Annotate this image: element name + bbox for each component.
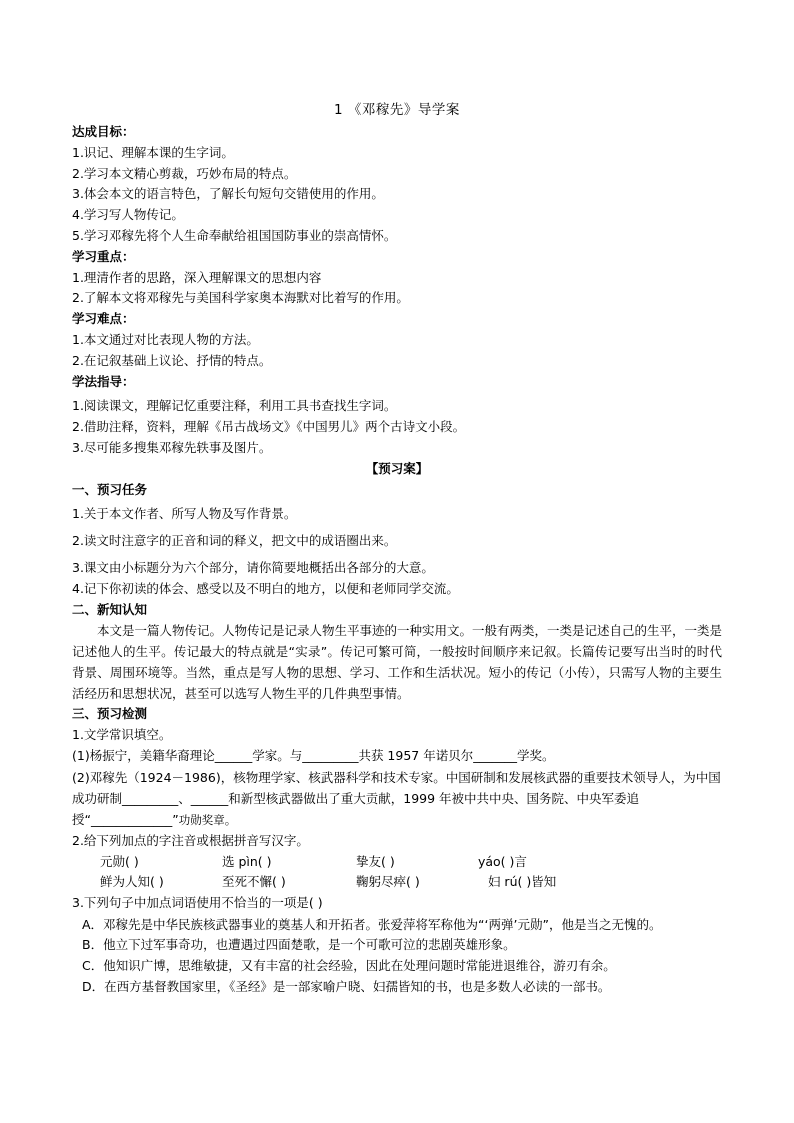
goal-item: 2.学习本文精心剪裁，巧妙布局的特点。 <box>72 165 297 181</box>
task-item: 3.课文由小标题分为六个部分，请你简要地概括出各部分的大意。 <box>72 559 434 575</box>
question-1a: (1)杨振宁，美籍华裔理论______学家。与_________共获 1957 年诺贝尔_______学奖。 <box>72 747 555 763</box>
question-3-option-a: A．邓稼先是中华民族核武器事业的奠基人和开拓者。张爱萍将军称他为“‘两弹’元勋”，他是当之无愧的。 <box>82 916 662 932</box>
method-item: 2.借助注释，资料，理解《吊古战场文》《中国男儿》两个古诗文小段。 <box>72 419 466 435</box>
check-heading: 三、预习检测 <box>72 706 148 722</box>
focus-item: 2.了解本文将邓稼先与美国科学家奥本海默对比着写的作用。 <box>72 290 409 306</box>
question-3-option-b: B．他立下过军事奇功，也遭遇过四面楚歌，是一个可歌可泣的悲剧英雄形象。 <box>82 936 516 952</box>
page-title: 1 《邓稼先》导学案 <box>334 102 460 118</box>
question-2-row-1 <box>72 852 722 873</box>
pinyin-item: 选 pìn( ) <box>221 853 272 869</box>
task-item: 4.记下你初读的体会、感受以及不明白的地方，以便和老师同学交流。 <box>72 580 459 596</box>
knowledge-heading: 二、新知认知 <box>72 601 148 617</box>
question-1-label: 1.文学常识填空。 <box>72 727 172 743</box>
pinyin-item: yáo( )言 <box>477 853 527 869</box>
question-2-row-2 <box>72 872 722 893</box>
task-item: 2.读文时注意字的正音和词的释义，把文中的成语圈出来。 <box>72 533 397 549</box>
question-3-option-c: C．他知识广博，思维敏捷，又有丰富的社会经验，因此在处理问题时常能进退维谷，游刃有余。 <box>82 957 616 973</box>
method-item: 1.阅读课文，理解记忆重要注释，利用工具书查找生字词。 <box>72 398 397 414</box>
pinyin-item: 元勋( ) <box>100 853 139 869</box>
task-item: 1.关于本文作者、所写人物及写作背景。 <box>72 506 297 522</box>
pinyin-item: 鞠躬尽瘁( ) <box>355 874 420 890</box>
question-2-label: 2.给下列加点的字注音或根据拼音写汉字。 <box>72 832 309 848</box>
focus-heading: 学习重点： <box>72 248 135 264</box>
method-item: 3.尽可能多搜集邓稼先轶事及图片。 <box>72 439 272 455</box>
focus-item: 1.理清作者的思路，深入理解课文的思想内容 <box>72 269 322 285</box>
difficulty-item: 1.本文通过对比表现人物的方法。 <box>72 331 259 347</box>
question-1b-tail: 功勋奖章。 <box>178 812 237 827</box>
question-3-option-d: D．在西方基督教国家里，《圣经》是一部家喻户晓、妇孺皆知的书，也是多数人必读的一部书。 <box>82 978 611 994</box>
goal-item: 1.识记、理解本课的生字词。 <box>72 144 234 160</box>
goal-item: 3.体会本文的语言特色，了解长句短句交错使用的作用。 <box>72 186 384 202</box>
pinyin-item: 挚友( ) <box>355 853 395 869</box>
pinyin-item: 妇 rú( )皆知 <box>487 874 557 890</box>
difficulty-item: 2.在记叙基础上议论、抒情的特点。 <box>72 352 272 368</box>
tasks-heading: 一、预习任务 <box>72 481 148 497</box>
difficulty-heading: 学习难点： <box>72 311 135 327</box>
pinyin-item: 至死不懈( ) <box>221 874 286 890</box>
question-3-label: 3.下列句子中加点词语使用不恰当的一项是( ) <box>72 895 323 911</box>
pinyin-item: 鲜为人知( ) <box>100 874 164 890</box>
goal-item: 5.学习邓稼先将个人生命奉献给祖国国防事业的崇高情怀。 <box>72 227 397 243</box>
question-1b-text: (2)邓稼先（1924－1986)，核物理学家、核武器科学和技术专家。中国研制和发展核武器的重要技术领导人，为中国成功研制_________、______和新型核武器做出了重大贡献，1999 年被中共中央、国务院、中央军委追授“_____________” <box>72 769 721 827</box>
goals-heading: 达成目标： <box>72 124 135 139</box>
question-1b <box>72 767 722 831</box>
document-page <box>72 96 722 997</box>
goal-item: 4.学习写人物传记。 <box>72 207 184 223</box>
method-heading: 学法指导： <box>72 373 135 389</box>
knowledge-paragraph: 本文是一篇人物传记。人物传记是记录人物生平事迹的一种实用文。一般有两类，一类是记述自己的生平，一类是记述他人的生平。传记最大的特点就是“实录”。传记可繁可简，一般按时间顺序来记叙。长篇传记要写出当时的时代背景、周围环境等。当然，重点是写人物的思想、学习、工作和生活状况。短小的传记（小传），只需写人物的主要生活经历和思想状况，甚至可以选写人物生平的几件典型事情。 <box>72 623 723 702</box>
preview-section-title: 【预习案】 <box>365 460 429 476</box>
